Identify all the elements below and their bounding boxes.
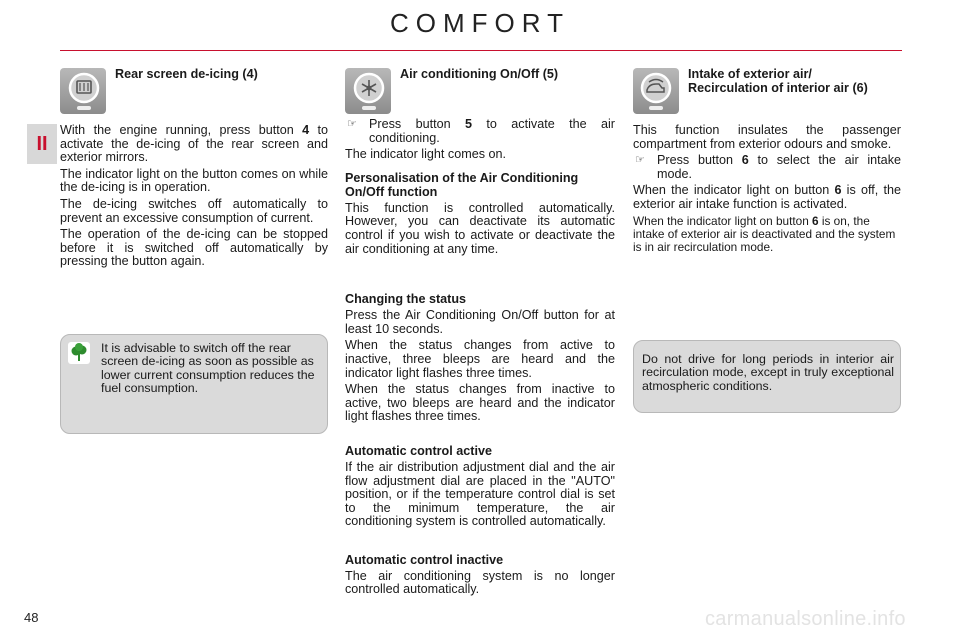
subheading: Automatic control inactive — [345, 552, 504, 567]
bullet-item — [633, 154, 901, 181]
paragraph: The operation of the de-icing can be stopped before it is switched off automatically by pressing the button again. — [60, 227, 328, 269]
rear-screen-heading: Rear screen de-icing (4) — [115, 67, 258, 81]
button-number: 6 — [741, 153, 749, 168]
air-conditioning-section — [345, 118, 615, 600]
text: is off, the exterior air intake function is activated. — [633, 183, 901, 211]
paragraph — [60, 124, 328, 165]
paragraph: The indicator light on the button comes on while the de-icing is in operation. — [60, 166, 328, 195]
paragraph — [633, 184, 901, 211]
paragraph: This function insulates the passenger compartment from exterior odours and smoke. — [633, 123, 901, 151]
bullet-text — [657, 154, 901, 181]
rear-screen-section — [60, 124, 328, 272]
header-divider — [60, 50, 902, 51]
subheading: Changing the status — [345, 292, 467, 307]
text: With the engine running, press button — [60, 123, 303, 137]
air-conditioning-heading: Air conditioning On/Off (5) — [400, 67, 559, 81]
paragraph: When the status changes from active to inactive, three bleeps are heard and the indicator light flashes three times. — [345, 338, 615, 380]
heading-line: Recirculation of interior air (6) — [688, 81, 868, 95]
button-number: 4 — [302, 123, 310, 137]
eco-note-box — [60, 334, 328, 434]
button-number: 6 — [834, 183, 842, 198]
heading-line: Intake of exterior air/ — [688, 67, 812, 81]
bullet-item — [345, 118, 615, 145]
paragraph: The de-icing switches off automatically to prevent an excessive consumption of current. — [60, 196, 328, 225]
text: to activate the de-icing of the rear screen and exterior mirrors. — [60, 123, 328, 165]
air-recirculation-icon — [633, 68, 679, 114]
recirculation-note-box — [633, 340, 901, 413]
subheading: Personalisation of the Air Conditioning On/Off function — [345, 170, 579, 199]
tree-eco-icon — [68, 342, 90, 364]
text: When the indicator light on button — [633, 183, 835, 198]
paragraph: The indicator light comes on. — [345, 147, 507, 162]
eco-note-text: It is advisable to switch off the rear screen de-icing as soon as possible as lower current consumption reduces the fuel consumption. — [101, 341, 315, 396]
snowflake-icon — [345, 68, 391, 114]
text: to activate the air conditioning. — [369, 117, 615, 145]
page-title: COMFORT — [390, 8, 570, 38]
watermark-text: carmanualsonline.info — [705, 608, 906, 630]
button-number: 5 — [465, 117, 473, 131]
text: Press button — [657, 153, 742, 168]
text: is on, the intake of exterior air is deactivated and the system is in air recirculation mode. — [633, 213, 896, 254]
paragraph: The air conditioning system is no longer controlled automatically. — [345, 568, 615, 597]
text: Press button — [369, 117, 465, 131]
text: When the indicator light on button — [633, 213, 813, 228]
rear-demist-icon — [60, 68, 106, 114]
paragraph: This function is controlled automatically. However, you can deactivate its automatic control if you wish to activate or deactivate the air conditioning at any time. — [345, 200, 615, 256]
pointer-icon: ☞ — [635, 154, 645, 167]
text: to select the air intake mode. — [657, 153, 901, 181]
page-number: 48 — [24, 610, 39, 625]
button-number: 6 — [812, 213, 819, 228]
pointer-icon: ☞ — [347, 118, 357, 130]
paragraph: If the air distribution adjustment dial and the air flow adjustment dial are placed in the "AUTO" position, or if the temperature control dial is set to the minimum temperature, the air conditioning system is controlled automatically. — [345, 459, 615, 529]
chapter-tab[interactable]: II — [27, 124, 57, 164]
air-intake-section — [633, 124, 901, 257]
paragraph: When the status changes from inactive to active, two bleeps are heard and the indicator light flashes three times. — [345, 382, 615, 424]
recirculation-note-text: Do not drive for long periods in interior air recirculation mode, except in truly exceptional atmospheric conditions. — [642, 352, 894, 393]
bullet-text — [369, 118, 615, 145]
paragraph — [633, 215, 901, 254]
paragraph: Press the Air Conditioning On/Off button for at least 10 seconds. — [345, 308, 615, 336]
subheading: Automatic control active — [345, 443, 492, 458]
air-intake-heading — [688, 67, 868, 95]
